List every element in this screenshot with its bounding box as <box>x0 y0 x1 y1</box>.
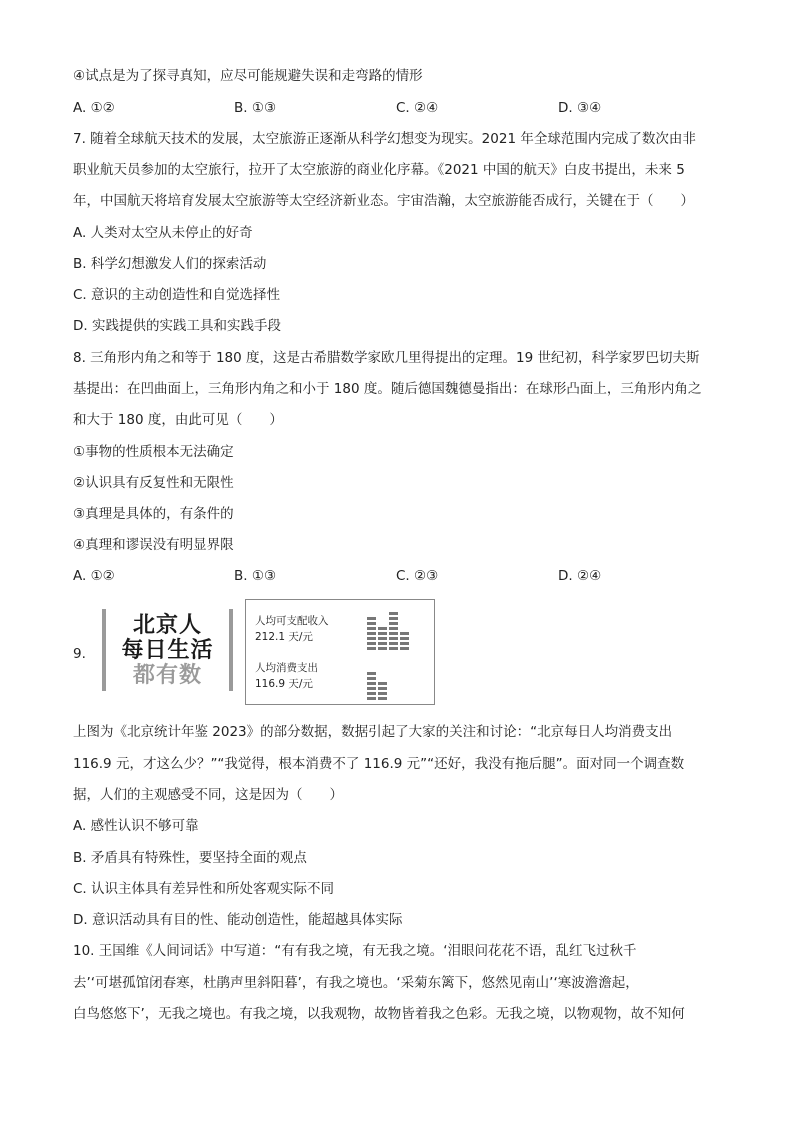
coin-stack-segment <box>389 632 398 635</box>
coin-stack-segment <box>389 627 398 630</box>
coin-stack-segment <box>378 697 387 700</box>
q9-choice-c: C. 认识主体具有差异性和所处客观实际不同 <box>73 881 335 897</box>
coin-stack-segment <box>400 637 409 640</box>
coin-stack-segment <box>378 687 387 690</box>
coin-stack-segment <box>389 622 398 625</box>
expense-value: 116.9 天/元 <box>255 678 313 690</box>
q10-stem-line-1: 10. 王国维《人间词话》中写道：“有有我之境，有无我之境。‘泪眼问花花不语，乱红飞过秋千 <box>73 943 637 959</box>
q8-choice-b: B. ①③ <box>234 568 277 584</box>
coin-stack-segment <box>378 692 387 695</box>
q8-statement-3: ③真理是具体的，有条件的 <box>73 506 234 522</box>
coin-stack-segment <box>400 632 409 635</box>
coin-stack-segment <box>389 642 398 645</box>
q7-choice-b: B. 科学幻想激发人们的探索活动 <box>73 256 267 272</box>
q8-stem-line-1: 8. 三角形内角之和等于 180 度，这是古希腊数学家欧几里得提出的定理。19 世纪初，科学家罗巴切夫斯 <box>73 350 700 366</box>
q7-choice-d: D. 实践提供的实践工具和实践手段 <box>73 318 281 334</box>
coin-stack-segment <box>367 642 376 645</box>
q6-choice-c: C. ②④ <box>396 100 439 116</box>
q9-choice-d: D. 意识活动具有目的性、能动创造性，能超越具体实际 <box>73 912 403 928</box>
q9-stem-line-3: 据，人们的主观感受不同，这是因为（ ） <box>73 787 343 803</box>
q10-stem-line-2: 去’‘可堪孤馆闭春寒，杜鹃声里斜阳暮’，有我之境也。‘采菊东篱下，悠然见南山’‘寒波澹澹起， <box>73 975 639 991</box>
coin-stack-segment <box>378 647 387 650</box>
q8-statement-1: ①事物的性质根本无法确定 <box>73 444 234 460</box>
card-line-1: 北京人 <box>132 612 202 638</box>
income-label: 人均可支配收入 <box>255 615 329 627</box>
coin-stack-segment <box>367 697 376 700</box>
card-line-3: 都有数 <box>132 662 202 688</box>
expense-label: 人均消费支出 <box>255 662 318 674</box>
q6-choice-d: D. ③④ <box>558 100 602 116</box>
q7-choice-a: A. 人类对太空从未停止的好奇 <box>73 225 253 241</box>
income-value: 212.1 天/元 <box>255 631 313 643</box>
q8-stem-line-2: 基提出：在凹曲面上，三角形内角之和小于 180 度。随后德国魏德曼指出：在球形凸面上，三角形内角之 <box>73 381 702 397</box>
q7-stem-line-2: 职业航天员参加的太空旅行，拉开了太空旅游的商业化序幕。《2021 中国的航天》白皮书提出，未来 5 <box>73 162 685 178</box>
coin-stack-segment <box>367 632 376 635</box>
coin-stack-segment <box>367 617 376 620</box>
coin-stack-segment <box>389 612 398 615</box>
coin-stack-segment <box>367 682 376 685</box>
q8-choice-a: A. ①② <box>73 568 115 584</box>
q8-choice-d: D. ②④ <box>558 568 602 584</box>
q9-stem-line-2: 116.9 元，才这么少？”“我觉得，根本消费不了 116.9 元”“还好，我没有拖后腿”。面对同一个调查数 <box>73 756 685 772</box>
q9-choice-a: A. 感性认识不够可靠 <box>73 818 199 834</box>
q9-number: 9. <box>73 646 86 662</box>
q7-stem-line-1: 7. 随着全球航天技术的发展，太空旅游正逐渐从科学幻想变为现实。2021 年全球范围内完成了数次由非 <box>73 131 696 147</box>
coin-stack-segment <box>367 622 376 625</box>
beijing-daily-life-card <box>102 609 233 691</box>
q9-choice-b: B. 矛盾具有特殊性，要坚持全面的观点 <box>73 850 307 866</box>
coin-stack-segment <box>378 682 387 685</box>
q8-stem-line-3: 和大于 180 度，由此可见（ ） <box>73 412 283 428</box>
coin-stack-segment <box>400 642 409 645</box>
q8-statement-4: ④真理和谬误没有明显界限 <box>73 537 234 553</box>
q9-stem-line-1: 上图为《北京统计年鉴 2023》的部分数据，数据引起了大家的关注和讨论：“北京每日人均消费支出 <box>73 724 673 740</box>
coin-stack-segment <box>367 647 376 650</box>
q8-choice-c: C. ②③ <box>396 568 439 584</box>
coin-stack-segment <box>367 672 376 675</box>
coin-stack-segment <box>378 627 387 630</box>
coin-stack-segment <box>378 642 387 645</box>
coin-stack-segment <box>400 647 409 650</box>
q10-stem-line-3: 白鸟悠悠下’，无我之境也。有我之境，以我观物，故物皆着我之色彩。无我之境，以物观物，故不知何 <box>73 1006 685 1022</box>
coin-stack-segment <box>389 617 398 620</box>
card-line-2: 每日生活 <box>121 637 214 663</box>
coin-stack-segment <box>367 637 376 640</box>
q8-statement-2: ②认识具有反复性和无限性 <box>73 475 234 491</box>
coin-stack-segment <box>367 627 376 630</box>
coin-stack-segment <box>367 687 376 690</box>
coin-stack-segment <box>389 647 398 650</box>
q6-option-4: ④试点是为了探寻真知，应尽可能规避失误和走弯路的情形 <box>73 68 423 84</box>
coin-stack-segment <box>378 637 387 640</box>
q7-stem-line-3: 年，中国航天将培育发展太空旅游等太空经济新业态。宇宙浩瀚，太空旅游能否成行，关键在于（ ） <box>73 193 694 209</box>
coin-stack-segment <box>389 637 398 640</box>
coin-stack-segment <box>367 692 376 695</box>
income-expense-panel <box>245 599 435 705</box>
q7-choice-c: C. 意识的主动创造性和自觉选择性 <box>73 287 281 303</box>
q6-choice-a: A. ①② <box>73 100 115 116</box>
q6-choice-b: B. ①③ <box>234 100 277 116</box>
coin-stack-segment <box>367 677 376 680</box>
coin-stack-segment <box>378 632 387 635</box>
